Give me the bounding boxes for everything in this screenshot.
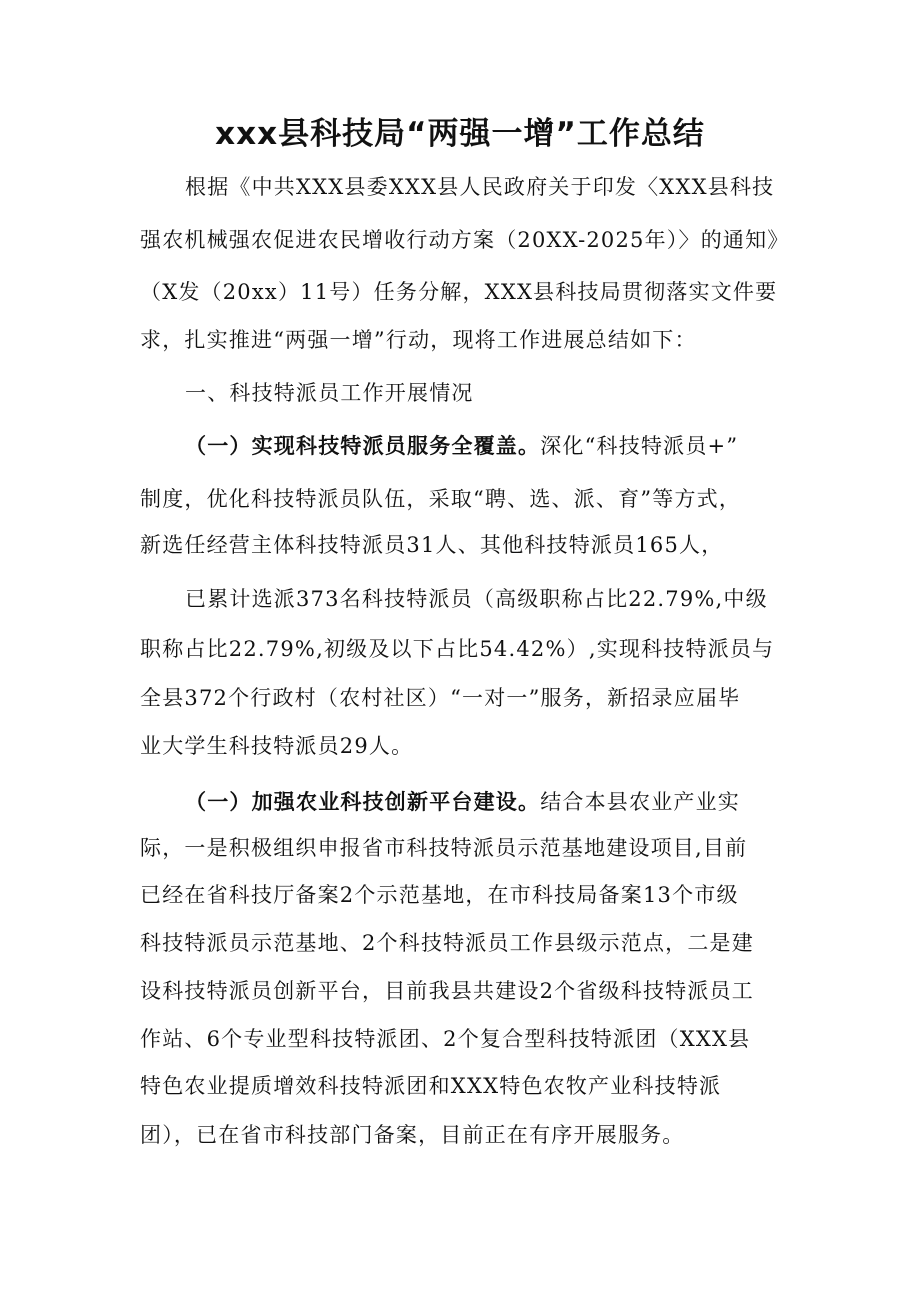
paragraph-line: 全县372个行政村（农村社区）“一对一”服务，新招录应届毕 xyxy=(140,686,741,710)
intro-line: 求，扎实推进“两强一增”行动，现将工作进展总结如下： xyxy=(140,328,697,352)
paragraph-line xyxy=(185,787,740,817)
paragraph-line: 设科技特派员创新平台，目前我县共建设2个省级科技特派员工 xyxy=(140,979,754,1003)
item-text: 结合本县农业产业实 xyxy=(540,790,741,814)
paragraph-line: 作站、6个专业型科技特派团、2个复合型科技特派团（XXX县 xyxy=(140,1027,751,1051)
paragraph-line: 业大学生科技特派员29人。 xyxy=(140,734,414,758)
item-lead: （一）实现科技特派员服务全覆盖。 xyxy=(185,433,541,458)
paragraph-line: 新选任经营主体科技特派员31人、其他科技特派员165人， xyxy=(140,533,724,557)
paragraph-line: 科技特派员示范基地、2个科技特派员工作县级示范点，二是建 xyxy=(140,931,754,955)
intro-line: 根据《中共XXX县委XXX县人民政府关于印发〈XXX县科技 xyxy=(185,175,775,199)
document-title: xxx县科技局“两强一增”工作总结 xyxy=(215,116,705,152)
intro-line: （X发（20xx）11号）任务分解，XXX县科技局贯彻落实文件要 xyxy=(140,280,778,304)
item-text: 深化“科技特派员+” xyxy=(540,434,739,458)
paragraph-line: 际，一是积极组织申报省市科技特派员示范基地建设项目,目前 xyxy=(140,836,748,860)
item-lead: （一）加强农业科技创新平台建设。 xyxy=(185,789,541,814)
paragraph-line: 已经在省科技厅备案2个示范基地，在市科技局备案13个市级 xyxy=(140,883,739,907)
section-heading: 一、科技特派员工作开展情况 xyxy=(185,381,474,405)
paragraph-line: 特色农业提质增效科技特派团和XXX特色农牧产业科技特派 xyxy=(140,1074,722,1098)
paragraph-line: 团），已在省市科技部门备案，目前正在有序开展服务。 xyxy=(140,1123,685,1147)
paragraph-line xyxy=(185,431,738,461)
paragraph-line: 职称占比22.79%,初级及以下占比54.42%）,实现科技特派员与 xyxy=(140,637,775,661)
intro-line: 强农机械强农促进农民增收行动方案（20XX-2025年）〉的通知》 xyxy=(140,228,790,252)
paragraph-line: 已累计选派373名科技特派员（高级职称占比22.79%,中级 xyxy=(185,587,768,611)
paragraph-line: 制度，优化科技特派员队伍，采取“聘、选、派、育”等方式， xyxy=(140,487,742,511)
